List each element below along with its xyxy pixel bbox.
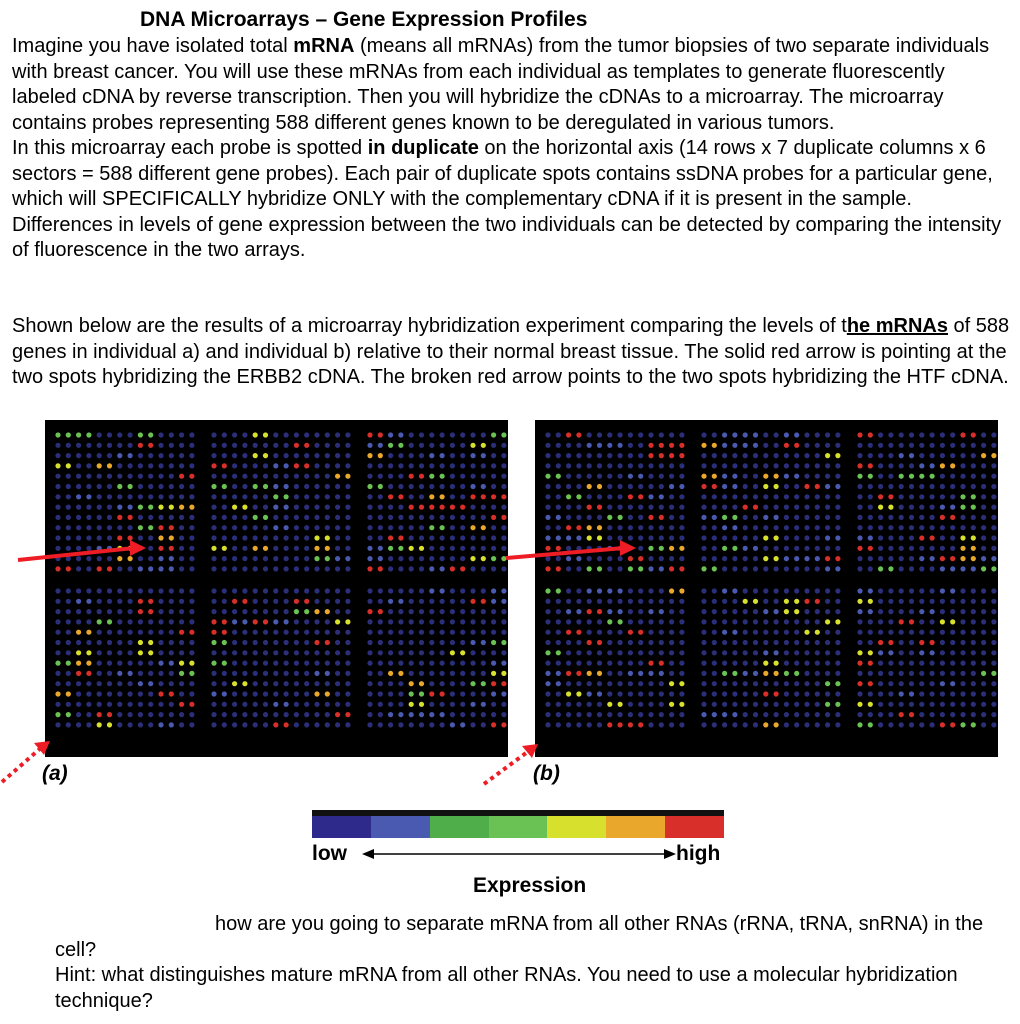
intro-text-3: In this microarray each probe is spotted	[12, 137, 368, 159]
results-text-2: of 588 genes in individual a) and individual b) relative to their normal breast tissue. The solid red arrow is pointing at the two spots hybridizing the ERBB2 cDNA. The broken red arrow points to the two spots hybridizing the HTF cDNA.	[12, 315, 1010, 388]
legend-title: Expression	[473, 874, 587, 897]
legend-high-label: high	[676, 842, 721, 865]
intro-bold-duplicate: in duplicate	[367, 137, 479, 159]
intro-text-4: on the horizontal axis (14 rows x 7 duplicate columns x 6 sectors = 588 different gene probes). Each pair of duplicate spots contains ssDNA probes for a particular gene, which will SPECIFICALLY hybridize ONLY with the complementary cDNA if it is present in the sample. Differences in levels of gene expression between the two individuals can be detected by comparing the intensity of fluorescence in the two arrays.	[12, 137, 1002, 261]
results-bold-underline: he mRNAs	[846, 315, 948, 337]
page-title: DNA Microarrays – Gene Expression Profiles	[140, 8, 588, 31]
question-block	[55, 912, 1005, 1014]
intro-text-2: (means all mRNAs) from the tumor biopsies of two separate individuals with breast cancer. You will use these mRNAs from each individual as templates to generate fluorescently labeled cDNA by reverse transcription. Then you will hybridize the cDNAs to a microarray. The microarray contains probes representing 588 different genes known to be deregulated in various tumors.	[12, 35, 990, 134]
panel-label-a: (a)	[42, 762, 68, 785]
legend-low-label: low	[312, 842, 347, 865]
intro-text-1: Imagine you have isolated total	[12, 35, 294, 57]
intro-bold-mrna: mRNA	[293, 35, 355, 57]
results-text-1: Shown below are the results of a microarray hybridization experiment comparing the levels of t	[12, 315, 847, 337]
panel-label-b: (b)	[533, 762, 560, 785]
question-hint: Hint: what distinguishes mature mRNA from all other RNAs. You need to use a molecular hybridization technique?	[55, 964, 958, 1012]
question-line-1: how are you going to separate mRNA from all other RNAs (rRNA, tRNA, snRNA) in the cell?	[55, 913, 984, 961]
